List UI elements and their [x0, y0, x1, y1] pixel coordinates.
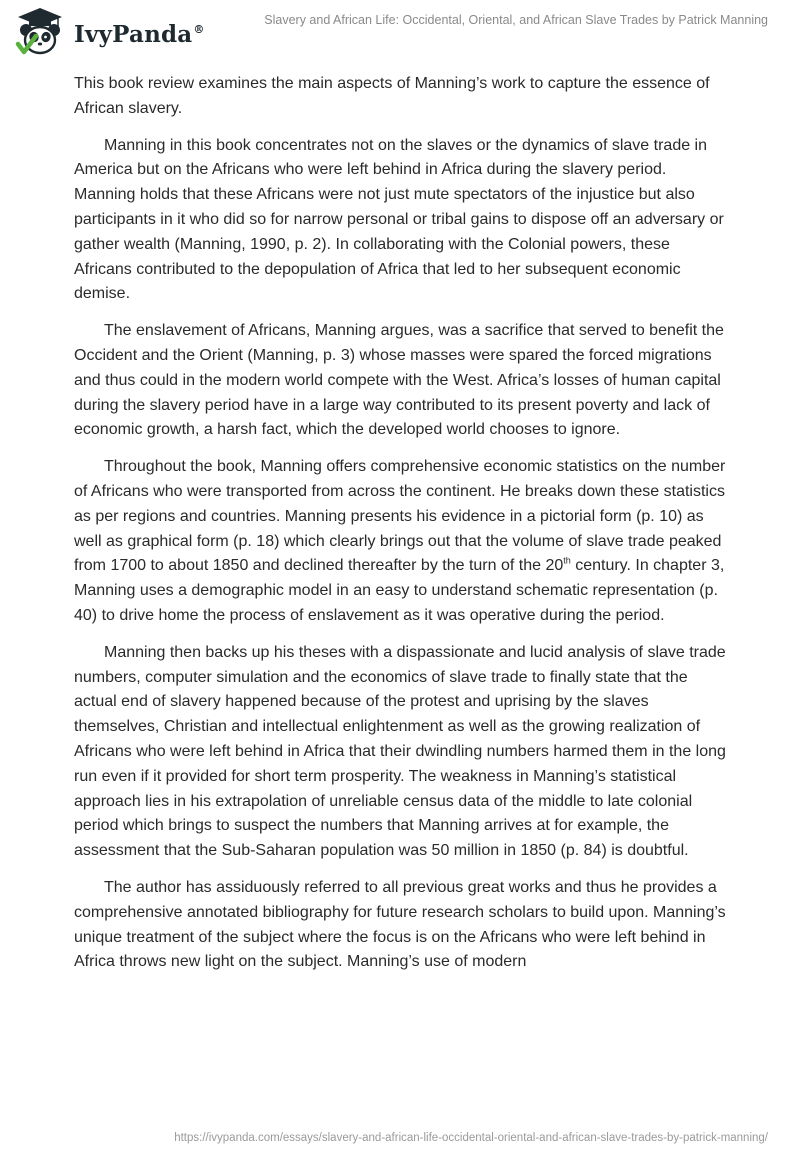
document-title: Slavery and African Life: Occidental, Oriental, and African Slave Trades by Patrick Manning: [264, 13, 768, 27]
paragraph: The author has assiduously referred to all previous great works and thus he provides a comprehensive annotated bibliography for future research scholars to build upon. Manning’s unique treatment of the subject where the focus is on the Africans who were left behind in Africa throws new light on the subject. Manning’s use of modern: [74, 878, 726, 971]
panda-graduate-icon: [14, 6, 66, 58]
paragraph: The enslavement of Africans, Manning argues, was a sacrifice that served to benefit the Occident and the Orient (Manning, p. 3) whose masses were spared the forced migrations and thus could in the modern world compete with the West. Africa’s losses of human capital during the slavery period have in a large way contributed to its present poverty and lack of economic growth, a harsh fact, which the developed world chooses to ignore.: [74, 322, 724, 439]
paragraph: Manning in this book concentrates not on the slaves or the dynamics of slave trade in America but on the Africans who were left behind in Africa during the slavery period. Manning holds that these Africans were not just mute spectators of the injustice but also participants in it who did so for narrow personal or tribal gains to dispose off an adversary or gather wealth (Manning, 1990, p. 2). In collaborating with the Colonial powers, these Africans contributed to the depopulation of Africa that led to her subsequent economic demise.: [74, 136, 724, 303]
paragraph: Manning then backs up his theses with a dispassionate and lucid analysis of slave trade numbers, computer simulation and the economics of slave trade to finally state that the actual end of slavery happened because of the protest and uprising by the slaves themselves, Christian and intellectual enlightenment as well as the growing realization of Africans who were left behind in Africa that their dwindling numbers harmed them in the long run even if it provided for short term prosperity. The weakness in Manning’s statistical approach lies in his extrapolation of unreliable census data of the middle to late colonial period which brings to suspect the numbers that Manning arrives at for example, the assessment that the Sub-Saharan population was 50 million in 1850 (p. 84) is doubtful.: [74, 643, 726, 860]
essay-body: [74, 72, 730, 987]
paragraph-intro: This book review examines the main aspects of Manning’s work to capture the essence of African slavery.: [74, 75, 710, 117]
source-url[interactable]: https://ivypanda.com/essays/slavery-and-african-life-occidental-oriental-and-african-slave-trades-by-patrick-manning/: [174, 1132, 768, 1144]
registered-mark: ®: [193, 22, 205, 36]
paragraph-text: century. In chapter 3, Manning uses a demographic model in an easy to understand schematic representation (p. 40) to drive home the process of enslavement as it was operative during the period.: [74, 557, 725, 624]
paragraph-text: Throughout the book, Manning offers comprehensive economic statistics on the number of Africans who were transported from across the continent. He breaks down these statistics as per regions and countries. Manning presents his evidence in a pictorial form (p. 10) as well as graphical form (p. 18) which clearly brings out that the volume of slave trade peaked from 1700 to about 1850 and declined thereafter by the turn of the 20: [74, 458, 726, 575]
paragraph: [74, 455, 730, 629]
page-header: [0, 0, 800, 64]
brand-name: IvyPanda®: [74, 20, 205, 48]
ordinal-suffix: th: [563, 556, 571, 567]
brand-logo[interactable]: [14, 6, 205, 58]
